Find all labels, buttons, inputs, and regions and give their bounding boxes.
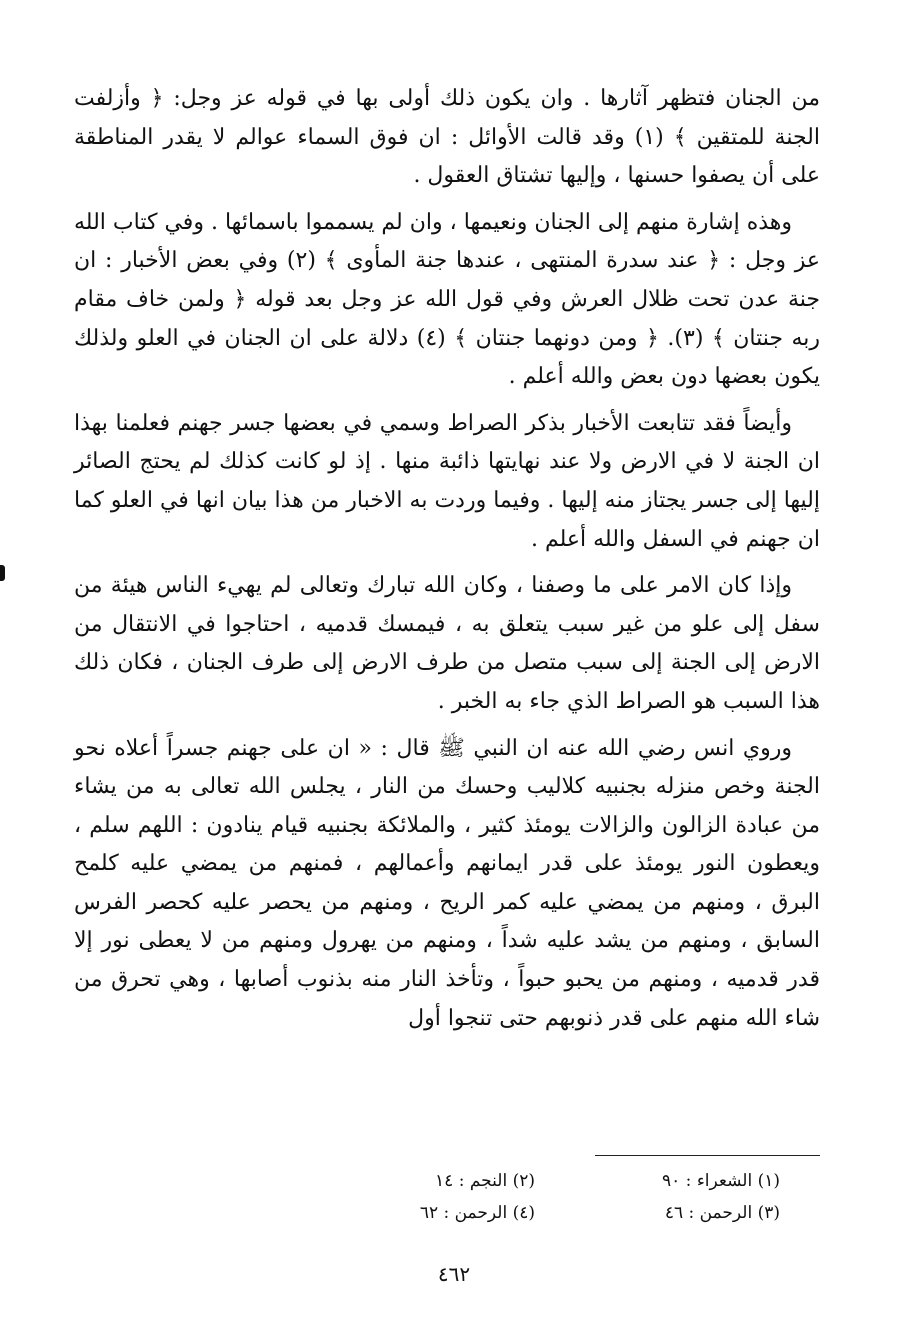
paragraph: وأيضاً فقد تتابعت الأخبار بذكر الصراط وسمي في بعضها جسر جهنم فعلمنا بهذا ان الجنة لا في الارض ولا عند نهايتها ذائبة منها . إذ لو كانت كذلك لم يحتج الصائر إليها إلى جسر يجتاز منه إليها . وفيما وردت به الاخبار من هذا بيان انها في العلو كما ان جهنم في السفل والله أعلم . [74, 410, 820, 552]
footnote-2: (٢) النجم : ١٤ [435, 1171, 535, 1191]
page-edge-mark [0, 565, 5, 581]
footnote-separator [595, 1155, 820, 1156]
footnote-4: (٤) الرحمن : ٦٢ [419, 1203, 535, 1223]
paragraph: من الجنان فتظهر آثارها . وان يكون ذلك أولى بها في قوله عز وجل: ﴿ وأزلفت الجنة للمتقين ﴾ (١) وقد قالت الأوائل : ان فوق السماء عوالم لا يقدر المناطقة على أن يصفوا حسنها ، وإليها تشتاق العقول . [74, 86, 820, 189]
footnote-1: (١) الشعراء : ٩٠ [662, 1171, 780, 1191]
body-text [74, 80, 820, 1046]
paragraph: وهذه إشارة منهم إلى الجنان ونعيمها ، وان لم يسمموا باسمائها . وفي كتاب الله عز وجل : ﴿ عند سدرة المنتهى ، عندها جنة المأوى ﴾ (٢) وفي بعض الأخبار : ان جنة عدن تحت ظلال العرش وفي قول الله عز وجل بعد قوله ﴿ ولمن خاف مقام ربه جنتان ﴾ (٣). ﴿ ومن دونهما جنتان ﴾ (٤) دلالة على ان الجنان في العلو ولذلك يكون بعضها دون بعض والله أعلم . [74, 209, 820, 390]
paragraph: وإذا كان الامر على ما وصفنا ، وكان الله تبارك وتعالى لم يهيء الناس هيئة من سفل إلى علو من غير سبب يتعلق به ، فيمسك قدميه ، احتاجوا في الانتقال من الارض إلى الجنة إلى سبب متصل من طرف الارض إلى طرف الجنان ، فكان ذلك هذا السبب هو الصراط الذي جاء به الخبر . [74, 573, 821, 714]
paragraph: وروي انس رضي الله عنه ان النبي ﷺ قال : « ان على جهنم جسراً أعلاه نحو الجنة وخص منزله بجنبيه كلاليب وحسك من النار ، يجلس الله تعالى به من يشاء من عبادة الزالون والزالات يومئذ كثير ، والملائكة بجنبيه قيام ينادون : اللهم سلم ، ويعطون النور يومئذ على قدر ايمانهم وأعمالهم ، فمنهم من يمضي عليه كلمح البرق ، ومنهم من يمضي عليه كمر الريح ، ومنهم من يحصر عليه كحصر الفرس السابق ، ومنهم من يشد عليه شداً ، ومنهم من يهرول ومنهم من لا يعطى نور إلا قدر قدميه ، ومنهم من يحبو حبواً ، وتأخذ النار منه بذنوب أصابها ، وهي تحرق من شاء الله منهم على قدر ذنوبهم حتى تنجوا أول [74, 735, 820, 1031]
footnote-3: (٣) الرحمن : ٤٦ [664, 1203, 780, 1223]
footnotes [330, 1168, 820, 1226]
page-number: ٤٦٢ [437, 1262, 471, 1286]
